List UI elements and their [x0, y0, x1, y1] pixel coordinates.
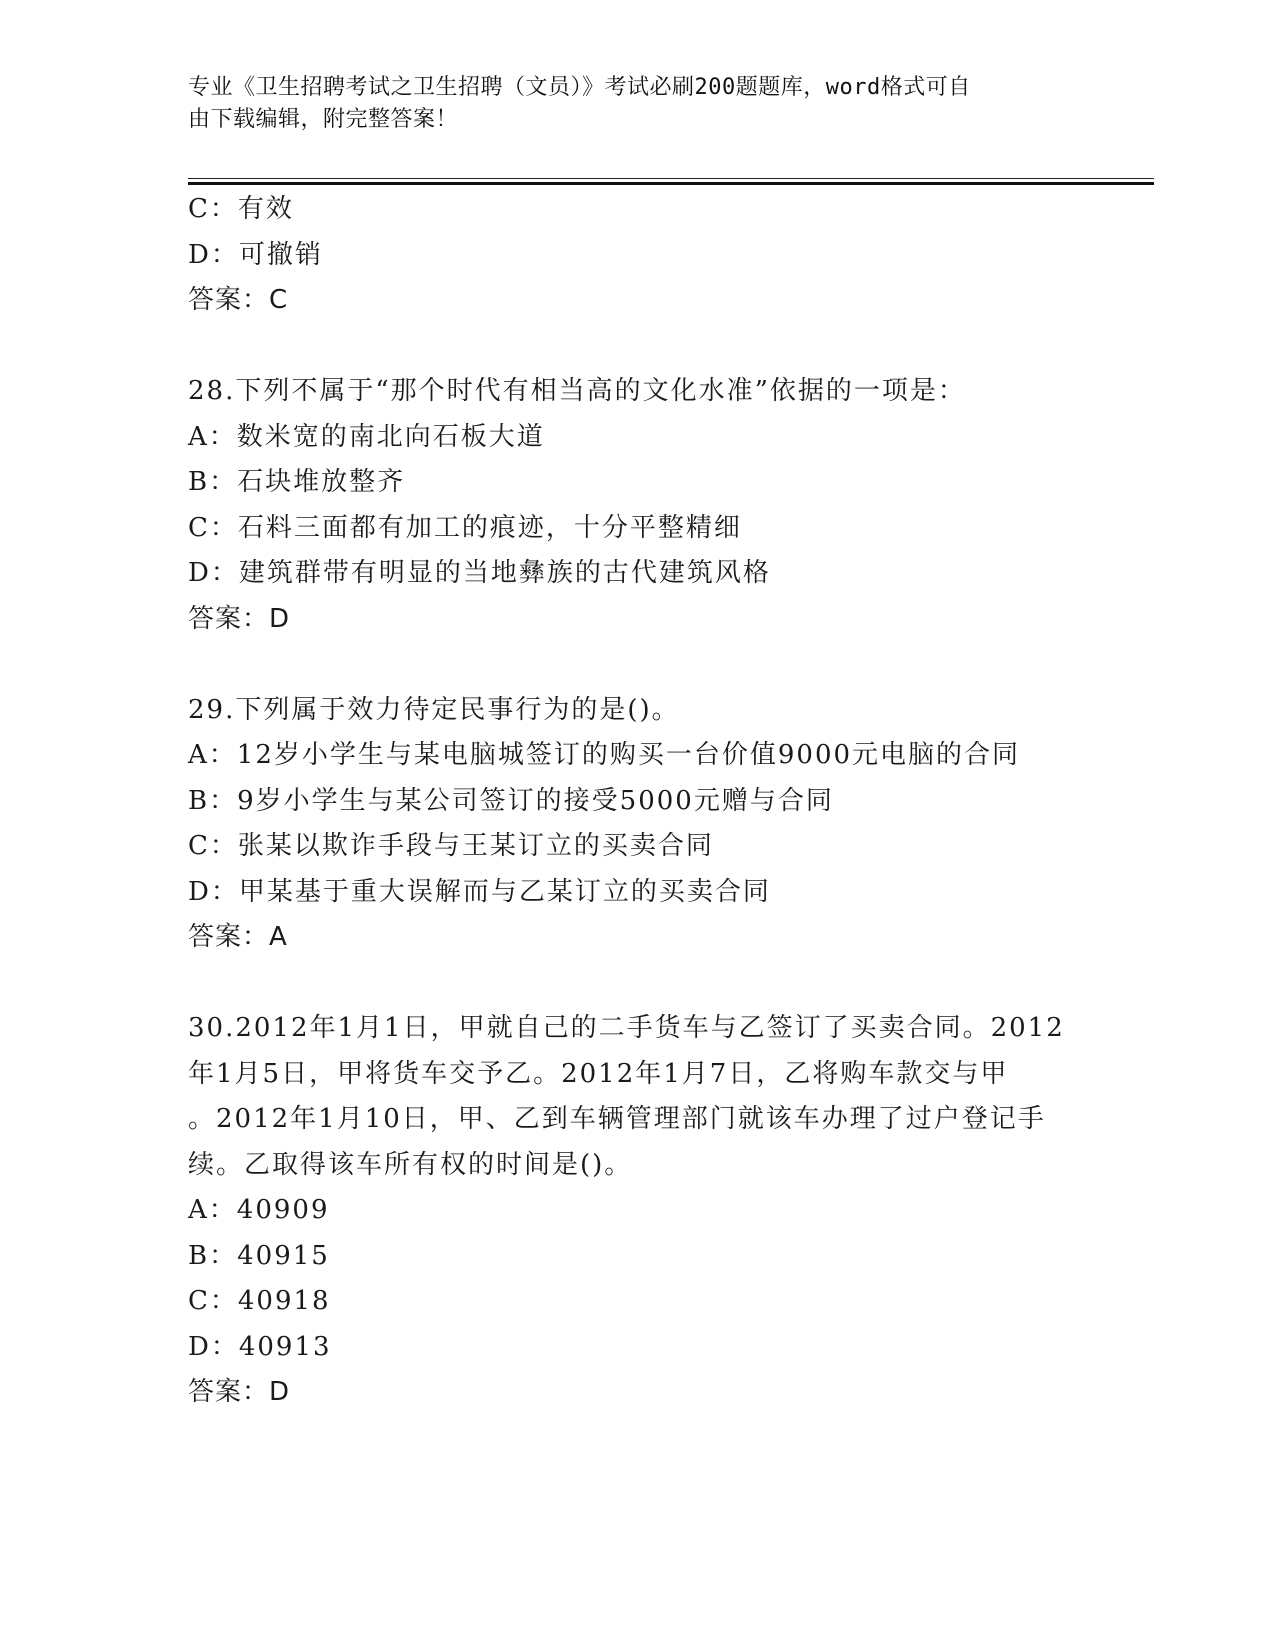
option-c: C：石料三面都有加工的痕迹，十分平整精细 — [188, 512, 742, 543]
spacer — [188, 642, 1088, 688]
header-line-2: 由下载编辑，附完整答案！ — [188, 107, 459, 132]
header-divider-thin — [188, 178, 1154, 179]
answer-label: 答案：D — [188, 1377, 291, 1407]
option-d: D：40913 — [188, 1331, 332, 1362]
option-a: A：数米宽的南北向石板大道 — [188, 421, 545, 452]
question-stem: 29.下列属于效力待定民事行为的是()。 — [188, 694, 680, 725]
question-stem-line-4: 续。乙取得该车所有权的时间是()。 — [188, 1149, 633, 1180]
question-stem-line-1: 30.2012年1月1日，甲就自己的二手货车与乙签订了买卖合同。2012 — [188, 1013, 1065, 1043]
question-stem: 28.下列不属于“那个时代有相当高的文化水准”依据的一项是： — [188, 376, 966, 406]
option-b: B：40915 — [188, 1240, 330, 1271]
option-a: A：40909 — [188, 1195, 330, 1225]
option-a: A：12岁小学生与某电脑城签订的购买一台价值9000元电脑的合同 — [188, 740, 1021, 770]
question-prev — [188, 187, 1088, 324]
option-c: C：40918 — [188, 1286, 331, 1316]
spacer — [188, 961, 1088, 1007]
option-c: C：有效 — [188, 194, 294, 224]
question-28 — [188, 369, 1088, 642]
answer-label: 答案：C — [188, 285, 289, 315]
header-divider-thick — [188, 182, 1154, 185]
question-stem-line-2: 年1月5日，甲将货车交予乙。2012年1月7日，乙将购车款交与甲 — [188, 1058, 1009, 1089]
question-30 — [188, 1006, 1088, 1416]
question-stem-line-3: 。2012年1月10日，甲、乙到车辆管理部门就该车办理了过户登记手 — [188, 1104, 1046, 1134]
document-header — [188, 72, 1078, 136]
question-list — [188, 187, 1088, 1416]
header-line-1: 专业《卫生招聘考试之卫生招聘（文员）》考试必刷200题题库，word格式可自 — [188, 75, 971, 100]
question-29 — [188, 688, 1088, 961]
option-b: B：9岁小学生与某公司签订的接受5000元赠与合同 — [188, 785, 834, 816]
spacer — [188, 324, 1088, 370]
option-b: B：石块堆放整齐 — [188, 467, 406, 497]
option-c: C：张某以欺诈手段与王某订立的买卖合同 — [188, 831, 714, 861]
answer-label: 答案：D — [188, 603, 291, 634]
option-d: D：建筑群带有明显的当地彝族的古代建筑风格 — [188, 558, 771, 588]
option-d: D：可撤销 — [188, 239, 323, 270]
option-d: D：甲某基于重大误解而与乙某订立的买卖合同 — [188, 876, 771, 907]
answer-label: 答案：A — [188, 922, 288, 952]
